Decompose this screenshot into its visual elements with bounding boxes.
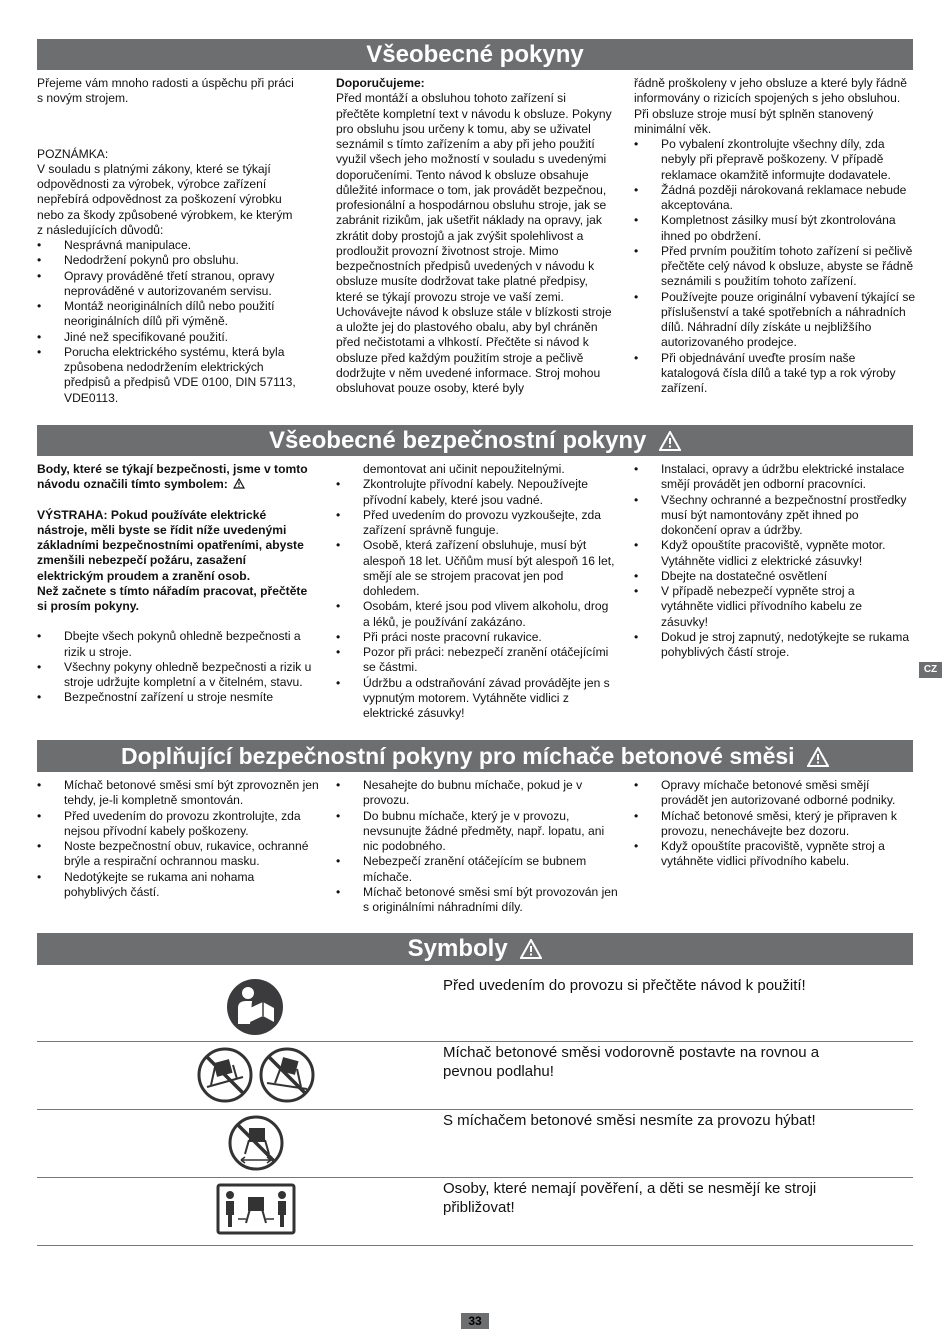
safety-col-1 (37, 462, 313, 706)
safety-col1-list (37, 629, 313, 705)
general-col-3 (634, 76, 916, 396)
list-item: • Před uvedením do provozu vyzkoušejte, zda zařízení správně funguje. (336, 508, 618, 539)
list-item: • Jiné než specifikované použití. (37, 330, 299, 345)
list-item: • Opravy prováděné třetí stranou, opravy neprováděné v autorizovaném servisu. (37, 269, 299, 300)
list-item: • Při práci noste pracovní rukavice. (336, 630, 618, 645)
warning-icon (807, 747, 829, 767)
section-title-general: Všeobecné pokyny (37, 39, 913, 70)
read-manual-icon (226, 978, 284, 1041)
list-item: • Do bubnu míchače, který je v provozu, nevsunujte žádné předměty, např. lopatu, ani nic podobného. (336, 809, 618, 855)
list-item: • Instalaci, opravy a údržbu elektrické instalace smějí provádět jen odborní pracovníci. (634, 462, 910, 493)
list-item: • Nesahejte do bubnu míchače, pokud je v provozu. (336, 778, 618, 809)
list-item: • Opravy míchače betonové směsi smějí provádět jen autorizované odborné podniky. (634, 778, 912, 809)
mixer-col1-list (37, 778, 319, 900)
list-item: • Před prvním použitím tohoto zařízení si pečlivě přečtěte celý návod k obsluze, abyste se řádně seznámili s použitím tohoto zařízení. (634, 244, 916, 290)
symbol-text: Míchač betonové směsi vodorovně postavte na rovnou a pevnou podlahu! (443, 1044, 820, 1080)
list-item: • Porucha elektrického systému, která byla způsobena nedodržením elektrických předpisů a předpisů VDE 0100, DIN 57113, VDE0113. (37, 345, 299, 406)
list-item: • Míchač betonové směsi smí být zprovozněn jen tehdy, je-li kompletně smontován. (37, 778, 319, 809)
safety-col3-list (634, 462, 910, 660)
warning-icon (659, 431, 681, 451)
list-item: • Noste bezpečnostní obuv, rukavice, ochranné brýle a respirační ochrannou masku. (37, 839, 319, 870)
list-item: • Kompletnost zásilky musí být zkontrolována ihned po obdržení. (634, 213, 916, 244)
list-item: • V případě nebezpečí vypněte stroj a vytáhněte vidlici přívodního kabelu ze zásuvky! (634, 584, 910, 630)
note-text: V souladu s platnými zákony, které se týkají odpovědnosti za výrobek, výrobce zařízení nepřebírá odpovědnost za poškození výrobku nebo za škody způsobené výrobkem, ke kterým z následujících důvodů: (37, 161, 293, 237)
list-item: • Pozor při práci: nebezpečí zranění otáčejícími se částmi. (336, 645, 618, 676)
general-col3-text: řádně proškoleny v jeho obsluze a které byly řádně informovány o rizicích spojených s jeho obsluhou. Při obsluze stroje musí být splněn stanovený minimální věk. (634, 76, 907, 136)
mixer-col-1 (37, 778, 319, 900)
list-item: • Používejte pouze originální vybavení týkající se příslušenství a také spotřebních a náhradních dílů. Náhradní díly získáte u nejbližšího autorizovaného prodejce. (634, 290, 916, 351)
list-item: • Všechny pokyny ohledně bezpečnosti a rizik u stroje udržujte kompletní a v čitelném, stavu. (37, 660, 313, 691)
list-item: • Míchač betonové směsi smí být provozován jen s originálními náhradními díly. (336, 885, 618, 916)
list-item: • Osobě, která zařízení obsluhuje, musí být alespoň 18 let. Učňům musí být alespoň 16 let, smějí ale se strojem pracovat jen pod dohledem. (336, 538, 618, 599)
list-item: • Zkontrolujte přívodní kabely. Nepoužívejte přívodní kabely, které jsou vadné. (336, 477, 618, 508)
list-item: • Před uvedením do provozu zkontrolujte, zda nejsou přívodní kabely poškozeny. (37, 809, 319, 840)
mixer-col-2 (336, 778, 618, 915)
recommend-text-2: Uchovávejte návod k obsluze stále v blízkosti stroje a uložte jej do plastového obalu, aby byl chráněn před nečistotami a vlhkostí. Přečtěte si návod k obsluze před každým použitím stroje a pečlivě dodržujte v něm uvedené informace. Stroj mohou obsluhovat pouze osoby, které byly (336, 304, 612, 395)
general-col3-list (634, 137, 916, 396)
mixer-col-3 (634, 778, 912, 870)
warning-icon (233, 478, 245, 489)
list-item: • Bezpečnostní zařízení u stroje nesmíte (37, 690, 313, 705)
safety-col-3 (634, 462, 910, 660)
list-item: • Údržbu a odstraňování závad provádějte jen s vypnutým motorem. Vytáhněte vidlici z elektrické zásuvky! (336, 676, 618, 722)
language-tab: CZ (919, 662, 942, 678)
recommend-title: Doporučujeme: (336, 76, 425, 90)
safety-col2-cont: demontovat ani učinit nepoužitelnými. (363, 462, 565, 476)
warning-icon (520, 939, 542, 959)
list-item: • Když opouštíte pracoviště, vypněte motor. Vytáhněte vidlici z elektrické zásuvky! (634, 538, 910, 569)
symbol-text: S míchačem betonové směsi nesmíte za provozu hýbat! (443, 1112, 816, 1129)
list-item: • Nedotýkejte se rukama ani nohama pohyblivých částí. (37, 870, 319, 901)
list-item: • Míchač betonové směsi, který je připraven k provozu, nenechávejte bez dozoru. (634, 809, 912, 840)
symbol-text: Osoby, které nemají pověření, a děti se nesmějí ke stroji přibližovat! (443, 1180, 817, 1216)
list-item: • Dbejte všech pokynů ohledně bezpečnosti a rizik u stroje. (37, 629, 313, 660)
list-item: • Žádná později nárokovaná reklamace nebude akceptována. (634, 183, 916, 214)
list-item: • Dokud je stroj zapnutý, nedotýkejte se rukama pohyblivých částí stroje. (634, 630, 910, 661)
no-tilt-icon (197, 1047, 317, 1108)
recommend-text-1: Před montáží a obsluhou tohoto zařízení si přečtěte kompletní text v návodu k obsluze. Pokyny pro obsluhu jsou určeny k tomu, aby se uživatel seznámil s tímto zařízením a aby při jeho použití využil všech jeho možností v souladu s uvedenými doporučeními. Tento návod k obsluze obsahuje důležité informace o tom, jak provádět bezpečnou, profesionální a hospodárnou obsluhu stroje, jak se zabránit rizikům, jak ušetřit náklady na opravy, jak zkrátit doby prostojů a jak zvýšit spolehlivost a prodloužit provozní životnost stroje. Mimo bezpečnostních předpisů uvedených v návodu k obsluze musíte dodržovat take platné předpisy, které se týkají provozu stroje ve vaší zemi. (336, 91, 612, 304)
list-item: • Když opouštíte pracoviště, vypněte stroj a vytáhněte vidlici přívodního kabelu. (634, 839, 912, 870)
symbol-text: Před uvedením do provozu si přečtěte návod k použití! (443, 977, 806, 994)
list-item: • Osobám, které jsou pod vlivem alkoholu, drog a léků, je používání zakázáno. (336, 599, 618, 630)
no-move-icon (227, 1114, 285, 1177)
list-item: • Po vybalení zkontrolujte všechny díly, zda nebyly při přepravě poškozeny. V případě reklamace okamžitě informujte dodavatele. (634, 137, 916, 183)
list-item: • Při objednávání uveďte prosím naše katalogová čísla dílů a také typ a rok výroby zařízení. (634, 351, 916, 397)
note-title: POZNÁMKA: (37, 146, 109, 161)
keep-away-icon (216, 1183, 296, 1240)
list-item: • Nedodržení pokynů pro obsluhu. (37, 253, 299, 268)
general-intro: Přejeme vám mnoho radosti a úspěchu při práci s novým strojem. (37, 76, 294, 106)
page-number: 33 (461, 1313, 489, 1329)
safety-col2-list (336, 477, 618, 721)
safety-warning-2: Než začnete s tímto nářadím pracovat, přečtěte si prosím pokyny. (37, 583, 308, 613)
safety-intro: Body, které se týkají bezpečnosti, jsme v tomto návodu označili tímto symbolem: (37, 462, 308, 492)
list-item: • Nesprávná manipulace. (37, 238, 299, 253)
section-title-mixer: Doplňující bezpečnostní pokyny pro míchače betonové směsi (37, 740, 913, 772)
safety-col-2 (336, 462, 618, 721)
list-item: • Nebezpečí zranění otáčejícím se bubnem míchače. (336, 854, 618, 885)
safety-warning: VÝSTRAHA: Pokud používáte elektrické nástroje, měli byste se řídit níže uvedenými základními bezpečnostními opatřeními, abyste zmenšili nebezpečí požáru, zasažení elektrickým proudem a zranění osob. (37, 507, 304, 583)
mixer-col3-list (634, 778, 912, 870)
list-item: • Všechny ochranné a bezpečnostní prostředky musí být namontovány zpět ihned po dokončení oprav a údržby. (634, 493, 910, 539)
list-item: • Dbejte na dostatečné osvětlení (634, 569, 910, 584)
section-title-symbols: Symboly (37, 933, 913, 965)
section-title-safety: Všeobecné bezpečnostní pokyny (37, 425, 913, 456)
general-col-1 (37, 76, 299, 406)
general-col-2 (336, 76, 612, 396)
note-list (37, 238, 299, 406)
mixer-col2-list (336, 778, 618, 915)
list-item: • Montáž neoriginálních dílů nebo použití neoriginálních dílů při výměně. (37, 299, 299, 330)
